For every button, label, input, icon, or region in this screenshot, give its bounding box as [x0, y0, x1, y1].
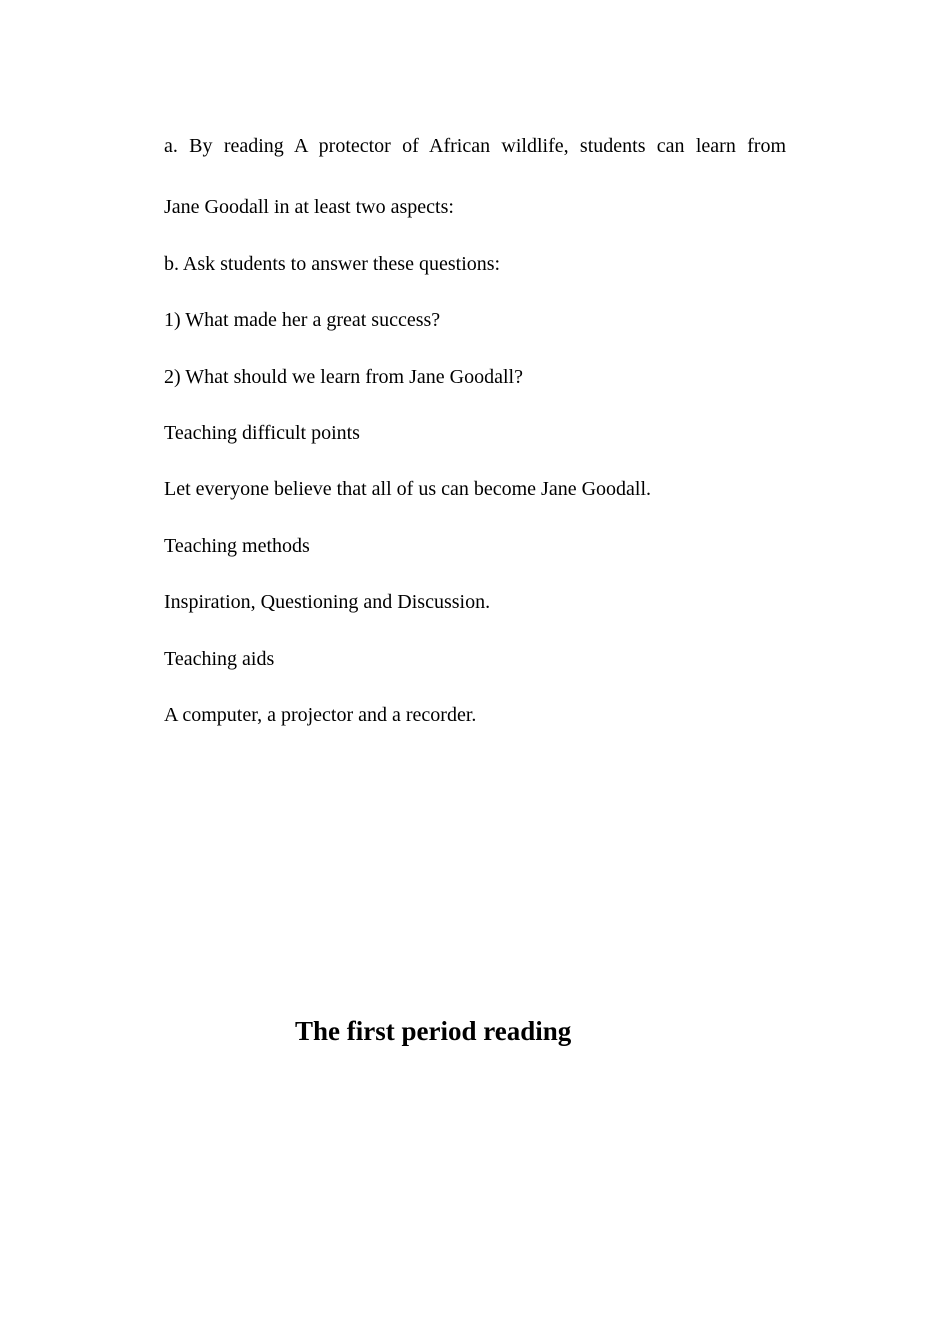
question-2: 2) What should we learn from Jane Goodall?	[164, 366, 523, 388]
paragraph-line-intro: a. By reading A protector of African wildlife, students can learn from	[164, 135, 786, 157]
section-title-aids: Teaching aids	[164, 648, 275, 670]
period-heading: The first period reading	[295, 1016, 572, 1046]
difficult-points-text: Let everyone believe that all of us can become Jane Goodall.	[164, 478, 652, 500]
section-title-methods: Teaching methods	[164, 535, 310, 557]
section-title-difficult-points: Teaching difficult points	[164, 422, 360, 444]
aids-text: A computer, a projector and a recorder.	[164, 704, 477, 726]
paragraph-line-ask-students: b. Ask students to answer these questions:	[164, 253, 501, 275]
methods-text: Inspiration, Questioning and Discussion.	[164, 591, 491, 613]
question-1: 1) What made her a great success?	[164, 309, 441, 331]
paragraph-line-aspects: Jane Goodall in at least two aspects:	[164, 196, 454, 218]
